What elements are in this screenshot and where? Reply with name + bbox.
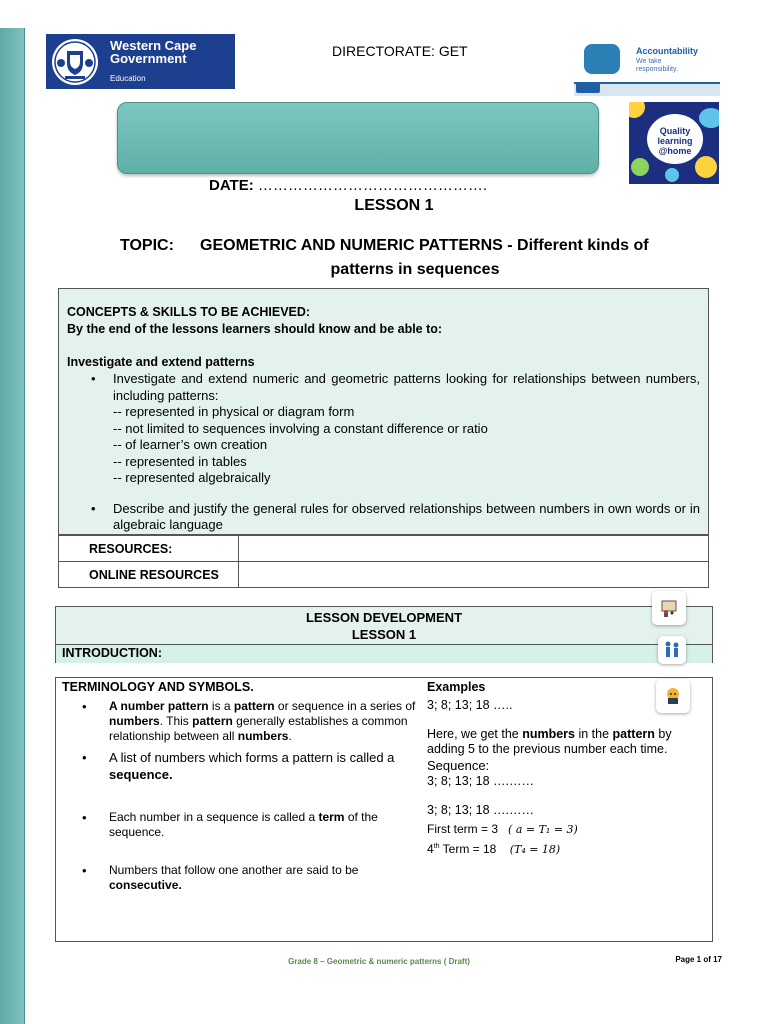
accountability-subtitle: We take responsibility. bbox=[636, 58, 678, 73]
lesson-development-title: LESSON DEVELOPMENT bbox=[305, 610, 463, 625]
example-sequence-2: 3; 8; 13; 18 ….…… bbox=[427, 774, 534, 788]
example-sequence-1: 3; 8; 13; 18 ….. bbox=[427, 698, 513, 712]
ql-line-1: Quality bbox=[659, 126, 691, 136]
lesson-development-box bbox=[55, 606, 713, 663]
topic-line-2: patterns in sequences bbox=[330, 261, 500, 278]
topic-label: TOPIC: bbox=[120, 237, 174, 254]
lesson-title: LESSON 1 bbox=[354, 197, 434, 214]
fourth-term-line: 4th Term = 18 (T₄ = 18) bbox=[427, 842, 561, 856]
topic-line-1: GEOMETRIC AND NUMERIC PATTERNS - Different kinds of bbox=[200, 237, 649, 254]
logo-line-1: Western Cape bbox=[110, 38, 197, 53]
list-item: • Numbers that follow one another are said to be consecutive. bbox=[82, 863, 417, 893]
concepts-list bbox=[91, 371, 700, 534]
coat-of-arms-icon bbox=[50, 37, 100, 87]
concept-dash: -- represented in tables bbox=[113, 453, 247, 469]
examples-heading: Examples bbox=[427, 680, 486, 694]
concept-dash: -- of learner’s own creation bbox=[113, 437, 268, 452]
accountability-title: Accountability bbox=[636, 46, 699, 56]
wcg-mini-logo bbox=[576, 83, 600, 93]
online-resources-value[interactable] bbox=[239, 562, 709, 588]
example-sequence-3: 3; 8; 13; 18 ….…… bbox=[427, 803, 534, 817]
date-dots: ………………………………………. bbox=[253, 177, 488, 194]
title-banner bbox=[117, 102, 599, 174]
concept-dash: -- represented algebraically bbox=[113, 470, 271, 485]
concept-bullet-2: Describe and justify the general rules for observed relationships between numbers in own words or in algebraic language bbox=[113, 500, 700, 532]
logo-line-3: Education bbox=[110, 74, 146, 83]
investigate-heading: Investigate and extend patterns bbox=[67, 355, 255, 369]
first-term-line: First term = 3 ( a = T₁ = 3) bbox=[427, 822, 578, 836]
concepts-subheading: By the end of the lessons learners should know and be able to: bbox=[67, 322, 443, 336]
concepts-heading: CONCEPTS & SKILLS TO BE ACHIEVED: bbox=[67, 305, 311, 319]
western-cape-government-logo bbox=[46, 34, 235, 89]
people-icon bbox=[658, 636, 686, 664]
terminology-box bbox=[55, 677, 713, 942]
ql-line-2: learning bbox=[657, 136, 693, 146]
list-item bbox=[91, 371, 700, 487]
resources-label: RESOURCES: bbox=[59, 536, 239, 562]
footer-title: Grade 8 – Geometric & numeric patterns ( Draft) bbox=[288, 957, 470, 966]
concept-dash: -- not limited to sequences involving a constant difference or ratio bbox=[113, 420, 488, 436]
concept-bullet-1: Investigate and extend numeric and geometric patterns looking for relationships between numbers, including patterns: bbox=[113, 371, 700, 403]
example-sequence-label: Sequence: bbox=[427, 758, 490, 773]
concept-dash: -- represented in physical or diagram form bbox=[113, 404, 355, 419]
terminology-heading: TERMINOLOGY AND SYMBOLS. bbox=[62, 680, 254, 694]
table-row bbox=[59, 536, 709, 562]
terminology-list bbox=[82, 699, 417, 893]
resources-value[interactable] bbox=[239, 536, 709, 562]
resources-table bbox=[58, 535, 709, 588]
logo-line-2: Government bbox=[110, 51, 187, 66]
list-item: • A number pattern is a pattern or sequence in a series of numbers. This pattern generally establishes a common relationship between all numbers. bbox=[82, 699, 417, 744]
side-bar bbox=[0, 28, 25, 1024]
date-label: DATE: bbox=[209, 177, 254, 194]
list-item bbox=[91, 501, 700, 534]
concepts-box bbox=[58, 288, 709, 535]
teacher-board-icon bbox=[652, 591, 686, 625]
directorate-heading: DIRECTORATE: GET bbox=[332, 43, 468, 59]
introduction-label: INTRODUCTION: bbox=[56, 645, 712, 663]
table-row bbox=[59, 562, 709, 588]
example-explanation: Here, we get the numbers in the pattern by adding 5 to the previous number each time. bbox=[427, 727, 672, 756]
hand-icon bbox=[584, 44, 620, 74]
page-number: Page 1 of 17 bbox=[675, 955, 722, 964]
quality-learning-home-logo bbox=[629, 102, 719, 184]
online-resources-label: ONLINE RESOURCES bbox=[59, 562, 239, 588]
ql-line-3: @home bbox=[658, 146, 692, 156]
list-item: • A list of numbers which forms a pattern is called a sequence. bbox=[82, 749, 417, 783]
topic-heading bbox=[120, 234, 700, 282]
accountability-logo bbox=[572, 40, 722, 98]
date-line bbox=[209, 177, 487, 194]
lesson-development-lesson: LESSON 1 bbox=[351, 627, 417, 642]
list-item: • Each number in a sequence is called a term of the sequence. bbox=[82, 810, 417, 840]
